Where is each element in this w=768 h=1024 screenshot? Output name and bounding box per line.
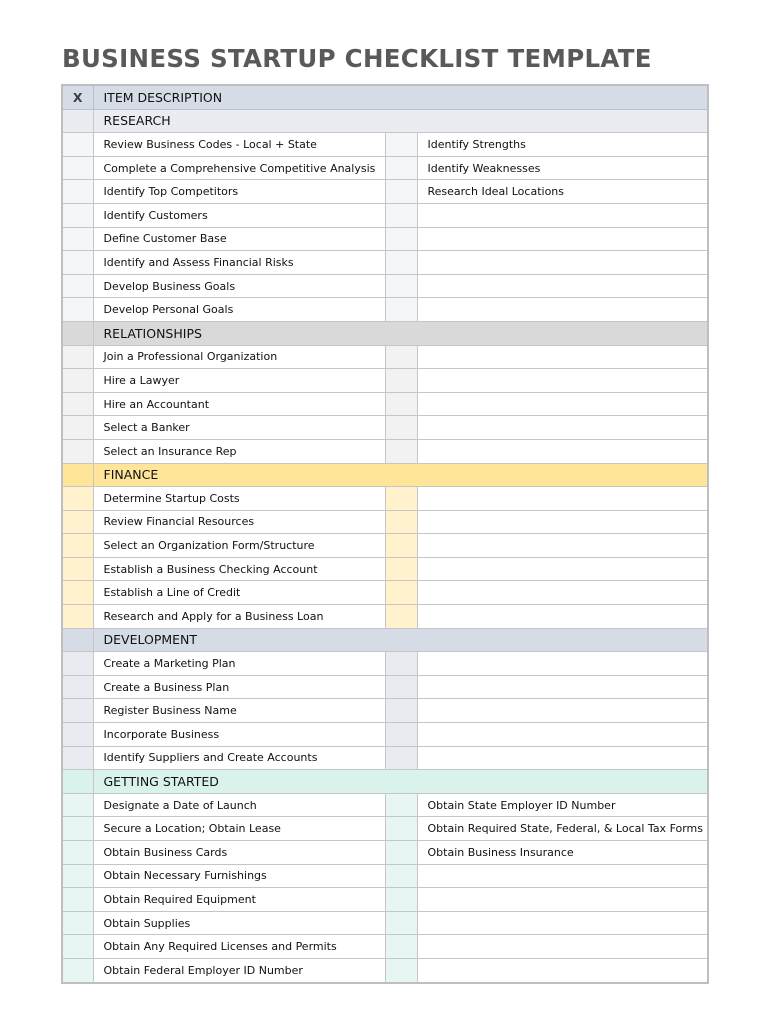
- checklist-row: [62, 227, 708, 251]
- section-title: RELATIONSHIPS: [93, 321, 708, 345]
- checklist-body: [62, 85, 708, 983]
- item-description: [417, 251, 708, 275]
- section-row-research: [62, 109, 708, 133]
- checkbox-cell[interactable]: [62, 251, 93, 275]
- checklist-row: [62, 251, 708, 275]
- checklist-row: [62, 439, 708, 463]
- item-description: [417, 935, 708, 959]
- section-row-relationships: [62, 321, 708, 345]
- checkbox-cell[interactable]: [62, 156, 93, 180]
- item-description: [417, 557, 708, 581]
- item-description: Identify Suppliers and Create Accounts: [93, 746, 385, 770]
- item-description: [417, 227, 708, 251]
- item-description: [417, 392, 708, 416]
- section-row-finance: [62, 463, 708, 487]
- item-description: Research Ideal Locations: [417, 180, 708, 204]
- checkbox-cell[interactable]: [385, 180, 417, 204]
- section-title: FINANCE: [93, 463, 708, 487]
- item-description: Designate a Date of Launch: [93, 793, 385, 817]
- section-spacer: [62, 321, 93, 345]
- section-row-started: [62, 770, 708, 794]
- checkbox-cell[interactable]: [62, 652, 93, 676]
- item-description: Identify Customers: [93, 203, 385, 227]
- item-description: Develop Personal Goals: [93, 298, 385, 322]
- item-description: Obtain Business Insurance: [417, 841, 708, 865]
- checklist-row: [62, 369, 708, 393]
- checklist-row: [62, 675, 708, 699]
- checkbox-cell[interactable]: [62, 841, 93, 865]
- checklist-row: [62, 345, 708, 369]
- checklist-row: [62, 699, 708, 723]
- checklist-row: [62, 911, 708, 935]
- item-description: Identify Weaknesses: [417, 156, 708, 180]
- checkbox-cell[interactable]: [62, 557, 93, 581]
- item-description: Register Business Name: [93, 699, 385, 723]
- checkbox-cell[interactable]: [62, 180, 93, 204]
- item-description: [417, 416, 708, 440]
- item-description: Obtain Required Equipment: [93, 888, 385, 912]
- checklist-row: [62, 557, 708, 581]
- section-spacer: [62, 628, 93, 652]
- item-description: Obtain State Employer ID Number: [417, 793, 708, 817]
- checkbox-cell[interactable]: [385, 675, 417, 699]
- checklist-row: [62, 133, 708, 157]
- checkbox-cell[interactable]: [62, 203, 93, 227]
- checkbox-cell[interactable]: [62, 369, 93, 393]
- checkbox-cell[interactable]: [62, 958, 93, 982]
- item-description: Join a Professional Organization: [93, 345, 385, 369]
- checklist-row: [62, 958, 708, 982]
- section-title: GETTING STARTED: [93, 770, 708, 794]
- section-spacer: [62, 109, 93, 133]
- item-description: Identify and Assess Financial Risks: [93, 251, 385, 275]
- checkbox-cell[interactable]: [62, 345, 93, 369]
- checklist-row: [62, 487, 708, 511]
- item-description: Establish a Business Checking Account: [93, 557, 385, 581]
- checkbox-cell[interactable]: [385, 487, 417, 511]
- checkbox-cell[interactable]: [62, 227, 93, 251]
- section-title: RESEARCH: [93, 109, 708, 133]
- item-description: Develop Business Goals: [93, 274, 385, 298]
- item-description: [417, 888, 708, 912]
- checkbox-cell[interactable]: [385, 557, 417, 581]
- checkbox-cell[interactable]: [385, 605, 417, 629]
- checkbox-cell[interactable]: [62, 416, 93, 440]
- checkbox-cell[interactable]: [62, 487, 93, 511]
- item-description: [417, 605, 708, 629]
- item-description: Identify Strengths: [417, 133, 708, 157]
- item-description: Select an Organization Form/Structure: [93, 534, 385, 558]
- checklist-row: [62, 841, 708, 865]
- item-description: Hire a Lawyer: [93, 369, 385, 393]
- checklist-row: [62, 180, 708, 204]
- checklist-row: [62, 416, 708, 440]
- checkbox-cell[interactable]: [62, 746, 93, 770]
- checkbox-cell[interactable]: [62, 605, 93, 629]
- checkbox-cell[interactable]: [62, 817, 93, 841]
- item-description: [417, 581, 708, 605]
- checkbox-cell[interactable]: [385, 723, 417, 747]
- section-title: DEVELOPMENT: [93, 628, 708, 652]
- item-description: Identify Top Competitors: [93, 180, 385, 204]
- checklist-row: [62, 605, 708, 629]
- item-description: [417, 652, 708, 676]
- item-description: Select an Insurance Rep: [93, 439, 385, 463]
- checkbox-cell[interactable]: [385, 369, 417, 393]
- checkbox-cell[interactable]: [385, 888, 417, 912]
- checkbox-cell[interactable]: [385, 581, 417, 605]
- item-description: [417, 746, 708, 770]
- checklist-row: [62, 156, 708, 180]
- checklist-row: [62, 510, 708, 534]
- checkbox-cell[interactable]: [62, 675, 93, 699]
- item-description: [417, 675, 708, 699]
- section-row-development: [62, 628, 708, 652]
- checkbox-cell[interactable]: [62, 392, 93, 416]
- checklist-table: [61, 84, 709, 984]
- checkbox-cell[interactable]: [62, 274, 93, 298]
- item-description: Complete a Comprehensive Competitive Analysis: [93, 156, 385, 180]
- item-description: Research and Apply for a Business Loan: [93, 605, 385, 629]
- checkbox-cell[interactable]: [62, 510, 93, 534]
- item-description: [417, 487, 708, 511]
- checkbox-cell[interactable]: [385, 699, 417, 723]
- item-description: [417, 345, 708, 369]
- checkbox-cell[interactable]: [62, 911, 93, 935]
- item-description: Secure a Location; Obtain Lease: [93, 817, 385, 841]
- item-description: Create a Business Plan: [93, 675, 385, 699]
- page-title: BUSINESS STARTUP CHECKLIST TEMPLATE: [62, 44, 652, 73]
- checkbox-cell[interactable]: [62, 298, 93, 322]
- checkbox-cell[interactable]: [385, 392, 417, 416]
- x-column-header: X: [62, 85, 93, 109]
- checkbox-cell[interactable]: [62, 793, 93, 817]
- item-description: [417, 723, 708, 747]
- checkbox-cell[interactable]: [62, 935, 93, 959]
- checkbox-cell[interactable]: [385, 345, 417, 369]
- checkbox-cell[interactable]: [385, 227, 417, 251]
- checkbox-cell[interactable]: [385, 793, 417, 817]
- item-description: Review Business Codes - Local + State: [93, 133, 385, 157]
- checkbox-cell[interactable]: [385, 935, 417, 959]
- section-spacer: [62, 463, 93, 487]
- item-description: [417, 699, 708, 723]
- item-description: Obtain Business Cards: [93, 841, 385, 865]
- item-description: Obtain Any Required Licenses and Permits: [93, 935, 385, 959]
- checkbox-cell[interactable]: [385, 251, 417, 275]
- item-description: [417, 534, 708, 558]
- item-description: Define Customer Base: [93, 227, 385, 251]
- checkbox-cell[interactable]: [385, 133, 417, 157]
- checkbox-cell[interactable]: [385, 958, 417, 982]
- checklist-row: [62, 203, 708, 227]
- checklist-row: [62, 274, 708, 298]
- item-description: [417, 864, 708, 888]
- checkbox-cell[interactable]: [385, 510, 417, 534]
- item-description: Establish a Line of Credit: [93, 581, 385, 605]
- item-description: Obtain Required State, Federal, & Local Tax Forms: [417, 817, 708, 841]
- checklist-row: [62, 723, 708, 747]
- checklist-row: [62, 864, 708, 888]
- checkbox-cell[interactable]: [62, 723, 93, 747]
- item-description: [417, 203, 708, 227]
- checkbox-cell[interactable]: [385, 416, 417, 440]
- checklist-row: [62, 392, 708, 416]
- checkbox-cell[interactable]: [62, 581, 93, 605]
- checkbox-cell[interactable]: [385, 841, 417, 865]
- checkbox-cell[interactable]: [62, 534, 93, 558]
- checklist-row: [62, 746, 708, 770]
- checkbox-cell[interactable]: [62, 439, 93, 463]
- item-description: Incorporate Business: [93, 723, 385, 747]
- checkbox-cell[interactable]: [385, 156, 417, 180]
- section-spacer: [62, 770, 93, 794]
- checkbox-cell[interactable]: [62, 864, 93, 888]
- item-description: Select a Banker: [93, 416, 385, 440]
- item-description: Create a Marketing Plan: [93, 652, 385, 676]
- item-description: [417, 510, 708, 534]
- item-description: [417, 298, 708, 322]
- header-row: [62, 85, 708, 109]
- checkbox-cell[interactable]: [385, 746, 417, 770]
- item-description: [417, 439, 708, 463]
- item-description: Hire an Accountant: [93, 392, 385, 416]
- checklist-row: [62, 581, 708, 605]
- checkbox-cell[interactable]: [62, 888, 93, 912]
- checklist-row: [62, 298, 708, 322]
- checklist-row: [62, 793, 708, 817]
- checkbox-cell[interactable]: [62, 699, 93, 723]
- item-description: Determine Startup Costs: [93, 487, 385, 511]
- checklist-row: [62, 534, 708, 558]
- checkbox-cell[interactable]: [385, 652, 417, 676]
- item-description: Obtain Supplies: [93, 911, 385, 935]
- item-description: Obtain Federal Employer ID Number: [93, 958, 385, 982]
- item-description-header: ITEM DESCRIPTION: [93, 85, 708, 109]
- checkbox-cell[interactable]: [62, 133, 93, 157]
- checkbox-cell[interactable]: [385, 203, 417, 227]
- checkbox-cell[interactable]: [385, 439, 417, 463]
- checkbox-cell[interactable]: [385, 274, 417, 298]
- item-description: Obtain Necessary Furnishings: [93, 864, 385, 888]
- checkbox-cell[interactable]: [385, 817, 417, 841]
- checklist-row: [62, 935, 708, 959]
- checklist-row: [62, 652, 708, 676]
- item-description: [417, 369, 708, 393]
- checkbox-cell[interactable]: [385, 534, 417, 558]
- item-description: [417, 958, 708, 982]
- checkbox-cell[interactable]: [385, 864, 417, 888]
- checklist-row: [62, 817, 708, 841]
- checkbox-cell[interactable]: [385, 298, 417, 322]
- checklist-row: [62, 888, 708, 912]
- item-description: [417, 274, 708, 298]
- item-description: [417, 911, 708, 935]
- item-description: Review Financial Resources: [93, 510, 385, 534]
- checkbox-cell[interactable]: [385, 911, 417, 935]
